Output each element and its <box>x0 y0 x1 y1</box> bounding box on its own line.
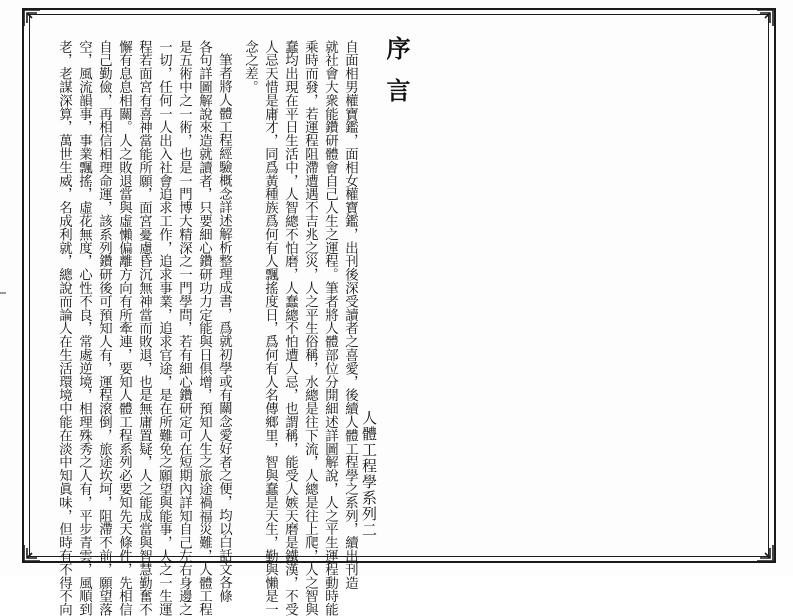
text-column: 懈有息息相關。人之敗退當與虛懶偏離方向有所牽連，要知人體工程系列必要知先天條件，先相信 <box>116 40 132 616</box>
text-column: 老，老謀深算，萬世生威，名成利就，總說而論人在生活環境中能在淡中知眞味，但時有不得不向 <box>56 40 72 616</box>
corner-ornament-icon <box>756 9 774 27</box>
corner-ornament-icon <box>756 544 774 562</box>
text-column: 程若面宮有喜神當能所願，面宮憂慮昏沉無神當而敗退，也是無庸置疑，人之能成當與智慧勤奮不 <box>136 40 152 616</box>
text-column: 蠢均出現在平日生活中，人智總不怕磨，人蠢總不怕遭人忌，也謂稱，能受人嫉天磨是鐵漢，不受 <box>282 40 298 616</box>
text-column: 就社會大衆能鑽研體會自己人生之運程。筆者將人體部位分開細述詳圖解說，人之平生運程動時能 <box>322 40 338 616</box>
text-column: 念之差。 <box>242 40 258 94</box>
text-column: 各句詳圖解說來造就讀者，只要細心鑽研功力定能與日俱增，預知人生之旅途禍福災難，人體工程 <box>196 40 212 616</box>
text-column: 自己勤儉，再相信相理命運，該系列鑽研後可預知人有，運程滾倒，旅途坎坷，阻滯不前，願望落 <box>96 40 112 616</box>
scan-edge-mark <box>0 292 6 294</box>
text-column: 自面相男權寶鑑，面相女權寶鑑，出刊後深受讀者之喜愛，後續人體工程學之系列，續出刊造 <box>342 40 358 590</box>
text-column: 一切，任何一人出入社會追求工作，追求事業，追求官途，是在所難免之願望與能事，人之一生運 <box>156 40 172 616</box>
running-title: 人體工程學系列二 <box>360 410 378 538</box>
text-column: 空，風流韻事，事業飄搖，虛花無度，心性不良，常處逆境，相理殊秀之人有，平步青雲，風順到 <box>76 40 92 616</box>
text-column: 筆者將人體工程經驗概念詳述解析整理成書，爲就初學或有關念愛好者之便，均以白話文各條 <box>216 53 232 603</box>
corner-ornament-icon <box>23 9 41 27</box>
text-column: 是五術中之一術，也是一門博大精深之一門學問，若有細心鑽研定可在短期內詳知自己左右身邊之 <box>176 40 192 616</box>
text-column: 人忌天惜是庸才，同爲黃種族爲何有人飄搖度日，爲何有人名傳鄉里，智與蠢是天生，勤與懶是一 <box>262 40 278 616</box>
text-column: 乘時而發，若運程阻滯遭遇不吉兆之災，人之平生俗稱，水總是往下流，人總是往上爬，人之智與 <box>302 40 318 616</box>
page-title: 序言 <box>382 36 411 120</box>
corner-ornament-icon <box>23 544 41 562</box>
